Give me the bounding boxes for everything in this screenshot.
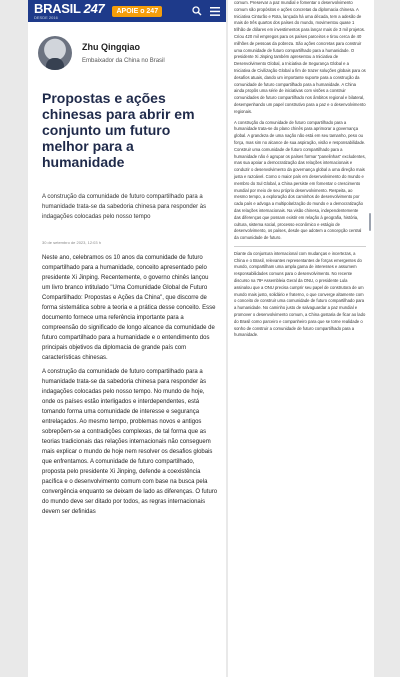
scrollbar-thumb[interactable] [369, 213, 371, 231]
continued-paragraph: Diante da conjuntura internacional com mudanças e incertezas, a China e o Brasil, relevantes representantes de forças emergentes do mundo, compartilham uma ampla gama de interesses e assumem responsabilidades comuns para o desenvolvimento. No recente discurso na 78ª Assembleia Geral da ONU, o presidente Lula assinalou que a ONU precisa cumprir seu papel de construtora de um mundo mais justo, solidário e fraterno, o que converge altamente com o conceito de construir uma comunidade de futuro compartilhado para a humanidade. No caminho justo de salvaguardar a paz mundial e promover o desenvolvimento comum, a China gostaria de ficar ao lado do Brasil como parceiro e companheiro para que se torne realidade o sonho de construir a comunidade de futuro compartilhado para a humanidade. [234, 250, 366, 338]
logo-text [34, 2, 104, 15]
continued-paragraph: comum. Preservar a paz mundial e fomentar o desenvolvimento comum são propósitos e ações concretas da diplomacia chinesa. A Iniciativa Cinturão e Rota, lançada há uma década, tem a adesão de mais de três quartos dos países do mundo, movimentou quase 1 trilhão de dólares em investimentos para lançar mais de 3 mil projetos. Criou 420 mil empregos para os países parceiros e tirou cerca de 40 milhões de pessoas da pobreza. São ações concretas para construir uma comunidade de futuro compartilhado para a humanidade. O presidente Xi Jinping também apresentou a Iniciativa de Desenvolvimento Global, a Iniciativa de Segurança Global e a Iniciativa de Civilização Global a fim de trazer soluções globais para os desafios atuais, dando um importante suporte para a construção da comunidade de futuro compartilhado para a humanidade. A China ainda propôs uma série de iniciativas com visões a construir comunidades de futuro compartilhado nos âmbitos regional e bilateral, desempenhando um papel construtivo para a paz e o desenvolvimento regionais. [234, 0, 366, 114]
logo-subtitle: DESDE 2016 [34, 15, 58, 20]
author-avatar [38, 36, 72, 70]
author-block [28, 22, 226, 70]
article-column [28, 0, 226, 677]
article-paragraph: A construção da comunidade de futuro compartilhado para a humanidade trata-se da sabedoria chinesa para responder às indagações colocadas pelo nosso tempo. No mundo de hoje, onde os países estão interligados e interdependentes, está tomando forma uma comunidade de interesse e segurança entrelaçados. Ao mesmo tempo, problemas novos e antigos sobrepõem-se a contradições complexas, de tal forma que as teorias tradicionais das relações internacionais não conseguem mais explicar o mundo de hoje nem resolver os desafios globais que enfrentamos. A comunidade de futuro compartilhado, proposta pelo presidente Xi Jinping, defende a coexistência pacífica e o desenvolvimento comum com base na busca pela convergência enquanto se deixam de lado as diferenças. O futuro do mundo deve ser ditado por todos, as regras internacionais devem ser definidas [42, 369, 218, 515]
section-divider [234, 246, 366, 247]
logo-main-text: BRASIL [34, 1, 81, 16]
article-headline: Propostas e ações chinesas para abrir em conjunto um futuro melhor para a humanidade [42, 90, 195, 170]
author-name[interactable]: Zhu Qingqiao [82, 42, 140, 52]
author-role: Embaixador da China no Brasil [82, 58, 165, 64]
continued-paragraph: A construção da comunidade de futuro compartilhado para a humanidade trata-se do plano chinês para aprimorar a governança global. A grandeza de uma nação não está em seu tamanho, peso ou força, mas sim no alcance de sua aspiração, visão e responsabilidade. Construir uma comunidade de futuro compartilhado para a humanidade não é agrupar os países formar "panelinhas" excludentes, mas sua apoiar a democratização das relações internacionais e conduzir o desenvolvimento da governança global a uma direção mais justa e razoável. Como o maior país em desenvolvimento do mundo e membro do Sul Global, a China persiste em fomentar o crescimento mundial por meio de seu próprio desenvolvimento. Respeita, ao mesmo tempo, a exploração dos caminhos de desenvolvimento por cada país e advoga a multipolarização do mundo e a democratização das relações internacionais. Na visão chinesa, independentemente das diferenças que possam existir em relação à geografia, história, cultura, sistema social, processo econômico e estágio de desenvolvimento, os países, desde que adotem a concepção central da comunidade de futuro. [234, 119, 366, 241]
site-logo[interactable] [34, 2, 104, 20]
logo-number: 247 [83, 1, 105, 16]
article-date: 30 de setembro de 2023, 12:03 h [42, 240, 101, 245]
menu-icon[interactable] [210, 7, 220, 16]
article-paragraph: Neste ano, celebramos os 10 anos da comunidade de futuro compartilhado para a humanidade, conceito apresentado pelo presidente Xi Jinping. Recentemente, o governo chinês lançou um livro branco intitulado "Uma Comunidade Global de Futuro Compartilhado: Propostas e Ações da China", que discorre de forma sistemática sobre a teoria e a prática desse conceito. Esse documento fornece uma referência importante para a compreensão do significado de longo alcance da comunidade de futuro compartilhado para a humanidade e o entendimento dos principais objetivos da diplomacia de grande país com características chinesas. [42, 255, 216, 361]
article-body [28, 245, 226, 517]
continued-column [228, 0, 374, 677]
article-lead: A construção da comunidade de futuro compartilhado para a humanidade trata-se da sabedoria chinesa para responder às indagações colocadas pelo nosso tempo [42, 194, 207, 220]
top-bar [28, 0, 226, 22]
continued-body [228, 0, 374, 339]
support-button[interactable]: APOIE o 247 [112, 6, 162, 17]
search-icon[interactable] [192, 6, 202, 16]
